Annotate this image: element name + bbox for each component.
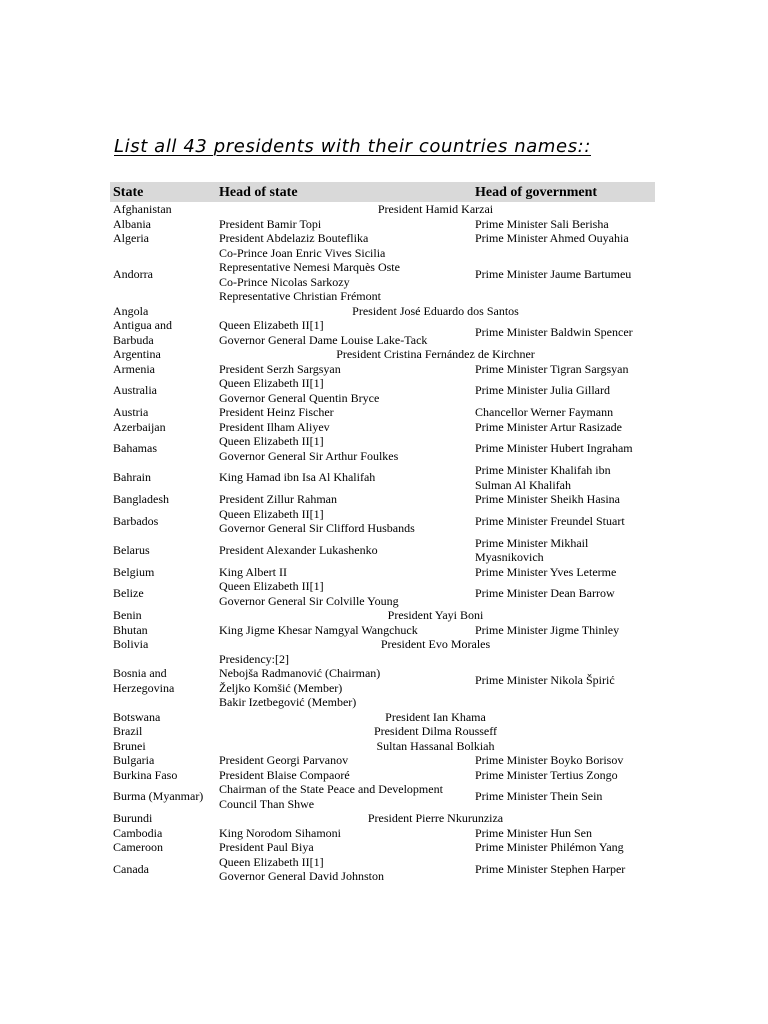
cell-line: Prime Minister Yves Leterme bbox=[475, 564, 617, 579]
table-row bbox=[110, 565, 655, 580]
head-of-government-cell bbox=[472, 623, 655, 638]
head-of-state-cell bbox=[216, 362, 472, 377]
cell-line: Belize bbox=[113, 586, 144, 601]
head-of-state-cell bbox=[216, 855, 472, 884]
cell-line: President Ian Khama bbox=[385, 709, 486, 724]
table-row bbox=[110, 405, 655, 420]
cell-line: President José Eduardo dos Santos bbox=[352, 303, 519, 318]
state-cell bbox=[110, 753, 216, 768]
column-header-state: State bbox=[110, 182, 216, 202]
cell-line: Brazil bbox=[113, 724, 143, 738]
cell-line: Afghanistan bbox=[113, 202, 172, 216]
state-cell bbox=[110, 507, 216, 536]
cell-line: Benin bbox=[113, 608, 142, 622]
cell-line: Angola bbox=[113, 303, 149, 318]
cell-line: Prime Minister Dean Barrow bbox=[475, 586, 615, 601]
cell-line: Prime Minister Freundel Stuart bbox=[475, 513, 625, 528]
table-row bbox=[110, 855, 655, 884]
cell-line: Belarus bbox=[113, 542, 150, 557]
cell-line: Armenia bbox=[113, 361, 155, 376]
cell-line: Austria bbox=[113, 405, 149, 419]
state-cell bbox=[110, 362, 216, 377]
head-of-government-cell bbox=[472, 376, 655, 405]
head-of-state-cell bbox=[216, 217, 472, 232]
state-cell bbox=[110, 231, 216, 246]
cell-line: Barbuda bbox=[113, 332, 154, 347]
table-row bbox=[110, 710, 655, 725]
table-row bbox=[110, 753, 655, 768]
cell-line: President Evo Morales bbox=[380, 637, 491, 651]
head-of-state-and-government-cell bbox=[216, 608, 655, 623]
head-of-government-cell bbox=[472, 840, 655, 855]
head-of-government-cell bbox=[472, 405, 655, 420]
cell-line: Prime Minister Mikhail bbox=[475, 535, 589, 550]
column-header-head-of-government: Head of government bbox=[472, 182, 655, 202]
table-row bbox=[110, 231, 655, 246]
cell-line: President Alexander Lukashenko bbox=[219, 542, 378, 557]
table-body bbox=[110, 202, 655, 884]
head-of-state-cell bbox=[216, 768, 472, 783]
head-of-government-cell bbox=[472, 318, 655, 347]
state-cell bbox=[110, 318, 216, 347]
cell-line: President Hamid Karzai bbox=[377, 202, 494, 216]
cell-line: Prime Minister Hun Sen bbox=[475, 825, 592, 840]
cell-line: Bosnia and bbox=[113, 666, 167, 680]
table-row bbox=[110, 724, 655, 739]
state-cell bbox=[110, 420, 216, 435]
head-of-state-cell bbox=[216, 420, 472, 435]
cell-line: Sulman Al Khalifah bbox=[475, 477, 571, 492]
state-cell bbox=[110, 202, 216, 217]
table-row bbox=[110, 318, 655, 347]
cell-line: Governor General Sir Colville Young bbox=[219, 593, 399, 608]
cell-line: King Jigme Khesar Namgyal Wangchuck bbox=[219, 622, 418, 637]
cell-line: Albania bbox=[113, 216, 151, 231]
cell-line: Bahamas bbox=[113, 441, 157, 456]
head-of-state-cell bbox=[216, 246, 472, 304]
state-cell bbox=[110, 811, 216, 826]
head-of-government-cell bbox=[472, 420, 655, 435]
state-cell bbox=[110, 376, 216, 405]
head-of-government-cell bbox=[472, 507, 655, 536]
head-of-state-cell bbox=[216, 231, 472, 246]
head-of-government-cell bbox=[472, 217, 655, 232]
table-row bbox=[110, 652, 655, 710]
cell-line: Bulgaria bbox=[113, 753, 155, 767]
head-of-state-and-government-cell bbox=[216, 347, 655, 362]
cell-line: Bhutan bbox=[113, 622, 148, 637]
state-cell bbox=[110, 246, 216, 304]
cell-line: Prime Minister Artur Rasizade bbox=[475, 419, 622, 434]
cell-line: President Zillur Rahman bbox=[219, 492, 337, 506]
table-row bbox=[110, 637, 655, 652]
head-of-government-cell bbox=[472, 826, 655, 841]
head-of-state-cell bbox=[216, 376, 472, 405]
cell-line: Prime Minister Boyko Borisov bbox=[475, 753, 624, 767]
cell-line: Chairman of the State Peace and Development bbox=[219, 782, 443, 796]
cell-line: Chancellor Werner Faymann bbox=[475, 405, 614, 419]
cell-line: President Pierre Nkurunziza bbox=[367, 811, 504, 825]
cell-line: Representative Christian Frémont bbox=[219, 289, 381, 303]
table-row bbox=[110, 579, 655, 608]
table-row bbox=[110, 434, 655, 463]
cell-line: Co-Prince Joan Enric Vives Sicilia bbox=[219, 245, 386, 260]
table-row bbox=[110, 492, 655, 507]
cell-line: Prime Minister Baldwin Spencer bbox=[475, 325, 633, 340]
cell-line: Sultan Hassanal Bolkiah bbox=[376, 738, 495, 753]
cell-line: Presidency:[2] bbox=[219, 651, 289, 666]
cell-line: Prime Minister Thein Sein bbox=[475, 789, 603, 804]
cell-line: Cameroon bbox=[113, 840, 163, 854]
cell-line: Prime Minister Stephen Harper bbox=[475, 861, 626, 876]
head-of-state-and-government-cell bbox=[216, 710, 655, 725]
table-row bbox=[110, 826, 655, 841]
column-header-head-of-state: Head of state bbox=[216, 182, 472, 202]
state-cell bbox=[110, 623, 216, 638]
cell-line: Argentina bbox=[113, 347, 161, 361]
cell-line: Governor General Sir Clifford Husbands bbox=[219, 521, 415, 535]
state-cell bbox=[110, 304, 216, 319]
state-cell bbox=[110, 768, 216, 783]
head-of-government-cell bbox=[472, 536, 655, 565]
table-row bbox=[110, 246, 655, 304]
head-of-state-cell bbox=[216, 579, 472, 608]
cell-line: Myasnikovich bbox=[475, 550, 544, 564]
table-header-row bbox=[110, 182, 655, 202]
head-of-government-cell bbox=[472, 652, 655, 710]
cell-line: Burundi bbox=[113, 811, 153, 825]
cell-line: Queen Elizabeth II[1] bbox=[219, 854, 324, 869]
cell-line: President Heinz Fischer bbox=[219, 405, 334, 419]
table-row bbox=[110, 768, 655, 783]
state-cell bbox=[110, 536, 216, 565]
cell-line: Bolivia bbox=[113, 637, 149, 651]
state-cell bbox=[110, 347, 216, 362]
table-row bbox=[110, 623, 655, 638]
state-cell bbox=[110, 710, 216, 725]
table-row bbox=[110, 376, 655, 405]
cell-line: President Ilham Aliyev bbox=[219, 419, 330, 434]
head-of-state-and-government-cell bbox=[216, 202, 655, 217]
table-row bbox=[110, 304, 655, 319]
table-row bbox=[110, 739, 655, 754]
head-of-government-cell bbox=[472, 768, 655, 783]
cell-line: Queen Elizabeth II[1] bbox=[219, 506, 324, 521]
cell-line: President Yayi Boni bbox=[387, 608, 484, 622]
head-of-state-and-government-cell bbox=[216, 637, 655, 652]
state-cell bbox=[110, 463, 216, 492]
table-row bbox=[110, 362, 655, 377]
table-row bbox=[110, 782, 655, 811]
cell-line: President Serzh Sargsyan bbox=[219, 361, 341, 376]
cell-line: King Albert II bbox=[219, 564, 287, 579]
cell-line: President Blaise Compaoré bbox=[219, 767, 350, 782]
cell-line: Prime Minister Julia Gillard bbox=[475, 383, 610, 398]
state-cell bbox=[110, 840, 216, 855]
table-row bbox=[110, 536, 655, 565]
cell-line: Botswana bbox=[113, 709, 161, 724]
cell-line: Prime Minister Nikola Špirić bbox=[475, 673, 615, 688]
head-of-state-cell bbox=[216, 782, 472, 811]
cell-line: Nebojša Radmanović (Chairman) bbox=[219, 666, 381, 680]
head-of-government-cell bbox=[472, 855, 655, 884]
head-of-government-cell bbox=[472, 782, 655, 811]
cell-line: Queen Elizabeth II[1] bbox=[219, 318, 324, 332]
head-of-state-cell bbox=[216, 536, 472, 565]
head-of-state-cell bbox=[216, 463, 472, 492]
cell-line: Bangladesh bbox=[113, 492, 169, 506]
state-cell bbox=[110, 405, 216, 420]
cell-line: Prime Minister Khalifah ibn bbox=[475, 463, 611, 477]
cell-line: Prime Minister Ahmed Ouyahia bbox=[475, 231, 629, 245]
cell-line: Azerbaijan bbox=[113, 419, 166, 434]
cell-line: Andorra bbox=[113, 267, 153, 282]
cell-line: Prime Minister Jaume Bartumeu bbox=[475, 267, 632, 282]
cell-line: Governor General Quentin Bryce bbox=[219, 390, 380, 405]
table-row bbox=[110, 507, 655, 536]
cell-line: Prime Minister Hubert Ingraham bbox=[475, 441, 633, 456]
head-of-government-cell bbox=[472, 231, 655, 246]
cell-line: Prime Minister Tigran Sargsyan bbox=[475, 361, 629, 376]
cell-line: King Norodom Sihamoni bbox=[219, 825, 341, 840]
state-cell bbox=[110, 724, 216, 739]
cell-line: President Cristina Fernández de Kirchner bbox=[336, 347, 535, 361]
head-of-state-cell bbox=[216, 623, 472, 638]
table-row bbox=[110, 608, 655, 623]
table-row bbox=[110, 202, 655, 217]
cell-line: President Paul Biya bbox=[219, 840, 314, 854]
cell-line: Belgium bbox=[113, 564, 155, 579]
head-of-state-cell bbox=[216, 507, 472, 536]
cell-line: Canada bbox=[113, 861, 149, 876]
cell-line: King Hamad ibn Isa Al Khalifah bbox=[219, 470, 376, 485]
cell-line: President Dilma Rousseff bbox=[373, 724, 498, 738]
table-row bbox=[110, 217, 655, 232]
head-of-government-cell bbox=[472, 753, 655, 768]
head-of-government-cell bbox=[472, 579, 655, 608]
cell-line: Antigua and bbox=[113, 318, 172, 332]
state-cell bbox=[110, 855, 216, 884]
head-of-state-and-government-cell bbox=[216, 304, 655, 319]
cell-line: Bakir Izetbegović (Member) bbox=[219, 695, 357, 709]
cell-line: Barbados bbox=[113, 513, 159, 528]
table-row bbox=[110, 463, 655, 492]
cell-line: Prime Minister Sali Berisha bbox=[475, 216, 609, 231]
cell-line: Australia bbox=[113, 383, 157, 398]
head-of-state-cell bbox=[216, 840, 472, 855]
cell-line: Herzegovina bbox=[113, 680, 175, 695]
head-of-state-cell bbox=[216, 318, 472, 347]
head-of-state-and-government-cell bbox=[216, 811, 655, 826]
state-cell bbox=[110, 652, 216, 710]
cell-line: Prime Minister Philémon Yang bbox=[475, 840, 624, 854]
cell-line: Governor General David Johnston bbox=[219, 869, 384, 883]
head-of-state-cell bbox=[216, 826, 472, 841]
head-of-state-cell bbox=[216, 565, 472, 580]
state-cell bbox=[110, 565, 216, 580]
head-of-state-cell bbox=[216, 434, 472, 463]
cell-line: Cambodia bbox=[113, 825, 163, 840]
state-cell bbox=[110, 492, 216, 507]
page-heading: List all 43 presidents with their countries names:: bbox=[114, 136, 591, 157]
table-row bbox=[110, 347, 655, 362]
head-of-state-cell bbox=[216, 405, 472, 420]
table-row bbox=[110, 840, 655, 855]
head-of-state-cell bbox=[216, 492, 472, 507]
cell-line: Co-Prince Nicolas Sarkozy bbox=[219, 274, 350, 289]
head-of-government-cell bbox=[472, 492, 655, 507]
cell-line: Burkina Faso bbox=[113, 767, 178, 782]
cell-line: President Georgi Parvanov bbox=[219, 753, 349, 767]
cell-line: Algeria bbox=[113, 231, 149, 245]
state-cell bbox=[110, 637, 216, 652]
state-cell bbox=[110, 434, 216, 463]
cell-line: Prime Minister Sheikh Hasina bbox=[475, 492, 620, 506]
cell-line: Governor General Dame Louise Lake-Tack bbox=[219, 332, 428, 347]
state-cell bbox=[110, 826, 216, 841]
cell-line: Željko Komšić (Member) bbox=[219, 680, 343, 695]
table-row bbox=[110, 420, 655, 435]
cell-line: Prime Minister Jigme Thinley bbox=[475, 622, 620, 637]
head-of-government-cell bbox=[472, 434, 655, 463]
head-of-state-and-government-cell bbox=[216, 739, 655, 754]
cell-line: Council Than Shwe bbox=[219, 796, 315, 811]
state-cell bbox=[110, 579, 216, 608]
head-of-state-and-government-cell bbox=[216, 724, 655, 739]
state-cell bbox=[110, 739, 216, 754]
cell-line: Queen Elizabeth II[1] bbox=[219, 579, 324, 593]
state-cell bbox=[110, 217, 216, 232]
cell-line: President Bamir Topi bbox=[219, 216, 322, 231]
head-of-government-cell bbox=[472, 246, 655, 304]
cell-line: Burma (Myanmar) bbox=[113, 789, 204, 804]
table-row bbox=[110, 811, 655, 826]
head-of-government-cell bbox=[472, 463, 655, 492]
cell-line: Queen Elizabeth II[1] bbox=[219, 376, 324, 390]
cell-line: Governor General Sir Arthur Foulkes bbox=[219, 448, 399, 463]
head-of-state-cell bbox=[216, 652, 472, 710]
cell-line: Prime Minister Tertius Zongo bbox=[475, 767, 618, 782]
heads-of-state-table bbox=[110, 182, 655, 884]
head-of-government-cell bbox=[472, 362, 655, 377]
state-cell bbox=[110, 608, 216, 623]
cell-line: Bahrain bbox=[113, 470, 151, 485]
cell-line: Queen Elizabeth II[1] bbox=[219, 434, 324, 448]
state-cell bbox=[110, 782, 216, 811]
cell-line: President Abdelaziz Bouteflika bbox=[219, 231, 369, 245]
head-of-state-cell bbox=[216, 753, 472, 768]
cell-line: Brunei bbox=[113, 738, 146, 753]
head-of-government-cell bbox=[472, 565, 655, 580]
cell-line: Representative Nemesi Marquès Oste bbox=[219, 260, 400, 274]
